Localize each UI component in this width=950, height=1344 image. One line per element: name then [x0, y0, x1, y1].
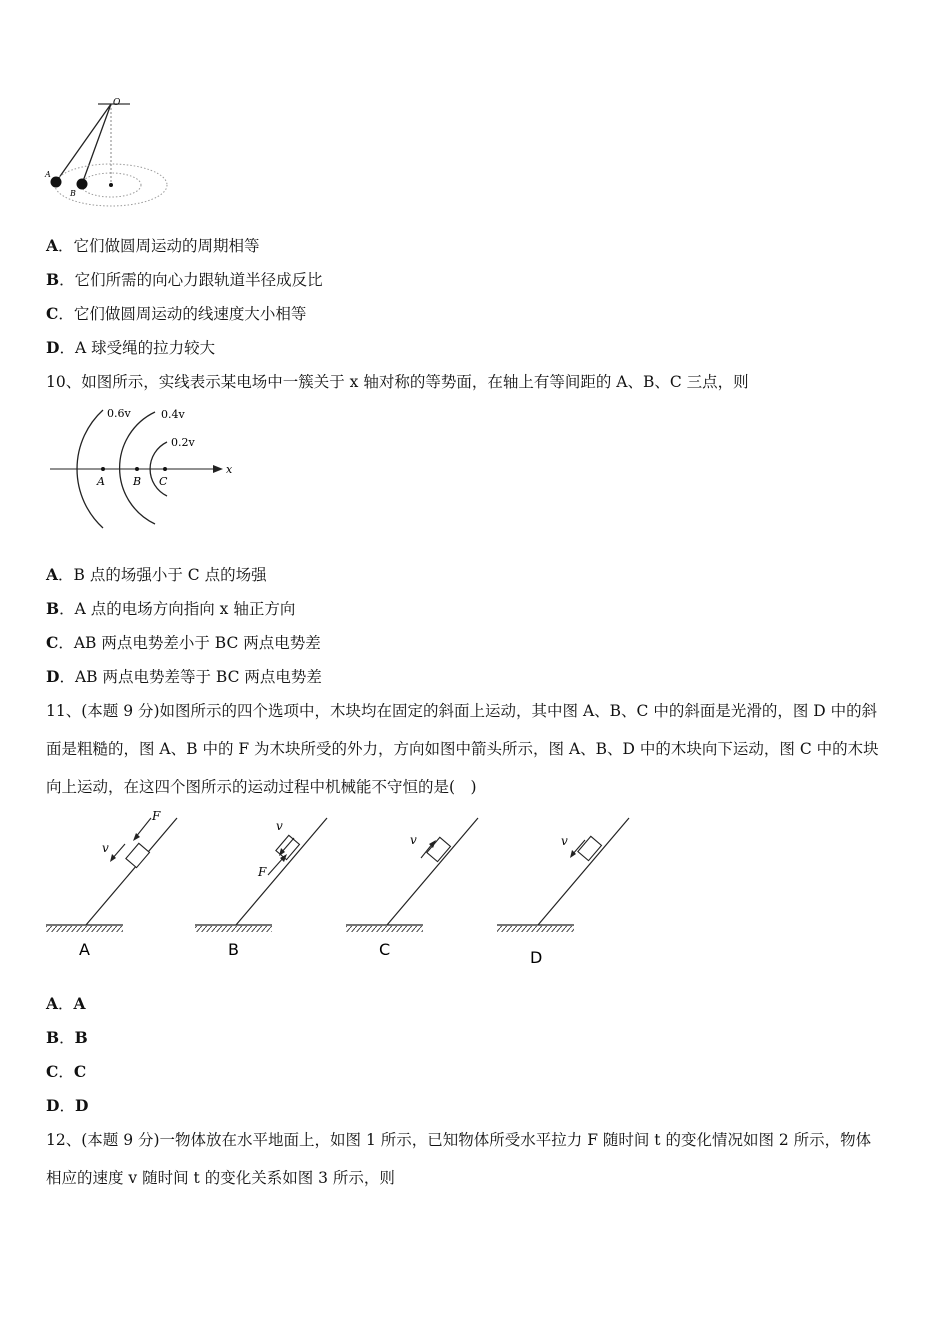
figure-label-d: D [530, 948, 543, 967]
ball-a-label: A [45, 170, 51, 179]
potential-label-0.2v: 0.2v [171, 436, 195, 449]
point-b-label: B [133, 475, 142, 488]
potential-label-0.4v: 0.4v [161, 408, 185, 421]
option-text: B [74, 1028, 88, 1047]
option-text: C [73, 1062, 87, 1081]
q9-option-c [46, 304, 306, 324]
option-letter: B ． [46, 270, 75, 289]
incline-figures [40, 808, 640, 973]
q11-option-d [46, 1096, 88, 1116]
option-text: 它们所需的向心力跟轨道半径成反比 [74, 271, 323, 289]
question-number: 10、 [46, 373, 82, 391]
option-letter: B ． [46, 599, 75, 618]
option-text: B 点的场强小于 C 点的场强 [73, 566, 267, 584]
option-text: D [74, 1096, 89, 1115]
option-letter: A ． [46, 236, 74, 255]
q11-option-a [46, 994, 86, 1014]
option-text: 它们做圆周运动的线速度大小相等 [73, 305, 307, 323]
question-number: 12、 [46, 1131, 82, 1149]
question-text: 相应的速度 v 随时间 t 的变化关系如图 3 所示，则 [46, 1169, 395, 1187]
option-text: AB 两点电势差小于 BC 两点电势差 [73, 634, 321, 652]
point-a-label: A [97, 475, 105, 488]
q10-stem [46, 372, 749, 392]
option-text: A 球受绳的拉力较大 [74, 339, 216, 357]
option-letter: D ． [46, 1096, 75, 1115]
force-label: F [258, 865, 267, 879]
force-label: F [152, 809, 161, 823]
conical-pendulum-figure [40, 95, 175, 215]
figure-label-c: C [379, 940, 391, 959]
incline-figure-c [346, 818, 478, 959]
incline-figure-a [46, 809, 177, 959]
q10-option-a [46, 565, 267, 585]
q9-option-b [46, 270, 323, 290]
q11-stem-line-1 [46, 701, 877, 721]
q12-stem-line-1 [46, 1130, 871, 1150]
point-c-label: C [159, 475, 168, 488]
q11-stem-line-3 [46, 777, 477, 797]
q9-option-d [46, 338, 215, 358]
figure-label-b: B [228, 940, 239, 959]
option-letter: D ． [46, 667, 75, 686]
q12-stem-line-2 [46, 1168, 395, 1188]
question-number: 11、 [46, 702, 82, 720]
x-axis-label: x [226, 463, 233, 476]
q10-option-c [46, 633, 321, 653]
incline-figure-d [497, 818, 629, 967]
q9-option-a [46, 236, 260, 256]
option-letter: D ． [46, 338, 75, 357]
question-text: (本题 9 分)一物体放在水平地面上，如图 1 所示，已知物体所受水平拉力 F 随时间 t 的变化情况如图 2 所示，物体 [81, 1131, 872, 1149]
option-letter: C ． [46, 633, 74, 652]
option-letter: C ． [46, 304, 74, 323]
option-letter: A ． [46, 565, 74, 584]
option-letter: B ． [46, 1028, 75, 1047]
q11-option-c [46, 1062, 86, 1082]
figure-label-a: A [79, 940, 90, 959]
ball-b-label: B [70, 189, 76, 198]
q10-option-d [46, 667, 322, 687]
q11-option-b [46, 1028, 88, 1048]
question-text: 如图所示，实线表示某电场中一簇关于 x 轴对称的等势面，在轴上有等间距的 A、B、C 三点，则 [81, 373, 749, 391]
velocity-label: v [276, 819, 283, 833]
q11-stem-line-2 [46, 739, 879, 759]
option-text: AB 两点电势差等于 BC 两点电势差 [74, 668, 322, 686]
option-letter: A ． [46, 994, 74, 1013]
incline-figure-b [195, 818, 327, 959]
potential-label-0.6v: 0.6v [107, 407, 131, 420]
pivot-label: O [113, 98, 121, 108]
option-text: A 点的电场方向指向 x 轴正方向 [74, 600, 296, 618]
option-text: A [73, 994, 86, 1013]
velocity-label: v [561, 834, 568, 848]
question-text: 面是粗糙的，图 A、B 中的 F 为木块所受的外力，方向如图中箭头所示，图 A、B、D 中的木块向下运动，图 C 中的木块 [46, 740, 879, 758]
option-letter: C ． [46, 1062, 74, 1081]
velocity-label: v [410, 833, 417, 847]
question-text: 向上运动，在这四个图所示的运动过程中机械能不守恒的是( ) [46, 778, 477, 796]
velocity-label: v [102, 841, 109, 855]
q10-option-b [46, 599, 295, 619]
equipotential-figure [45, 402, 240, 532]
option-text: 它们做圆周运动的周期相等 [73, 237, 260, 255]
question-text: (本题 9 分)如图所示的四个选项中，木块均在固定的斜面上运动，其中图 A、B、C 中的斜面是光滑的，图 D 中的斜 [81, 702, 878, 720]
